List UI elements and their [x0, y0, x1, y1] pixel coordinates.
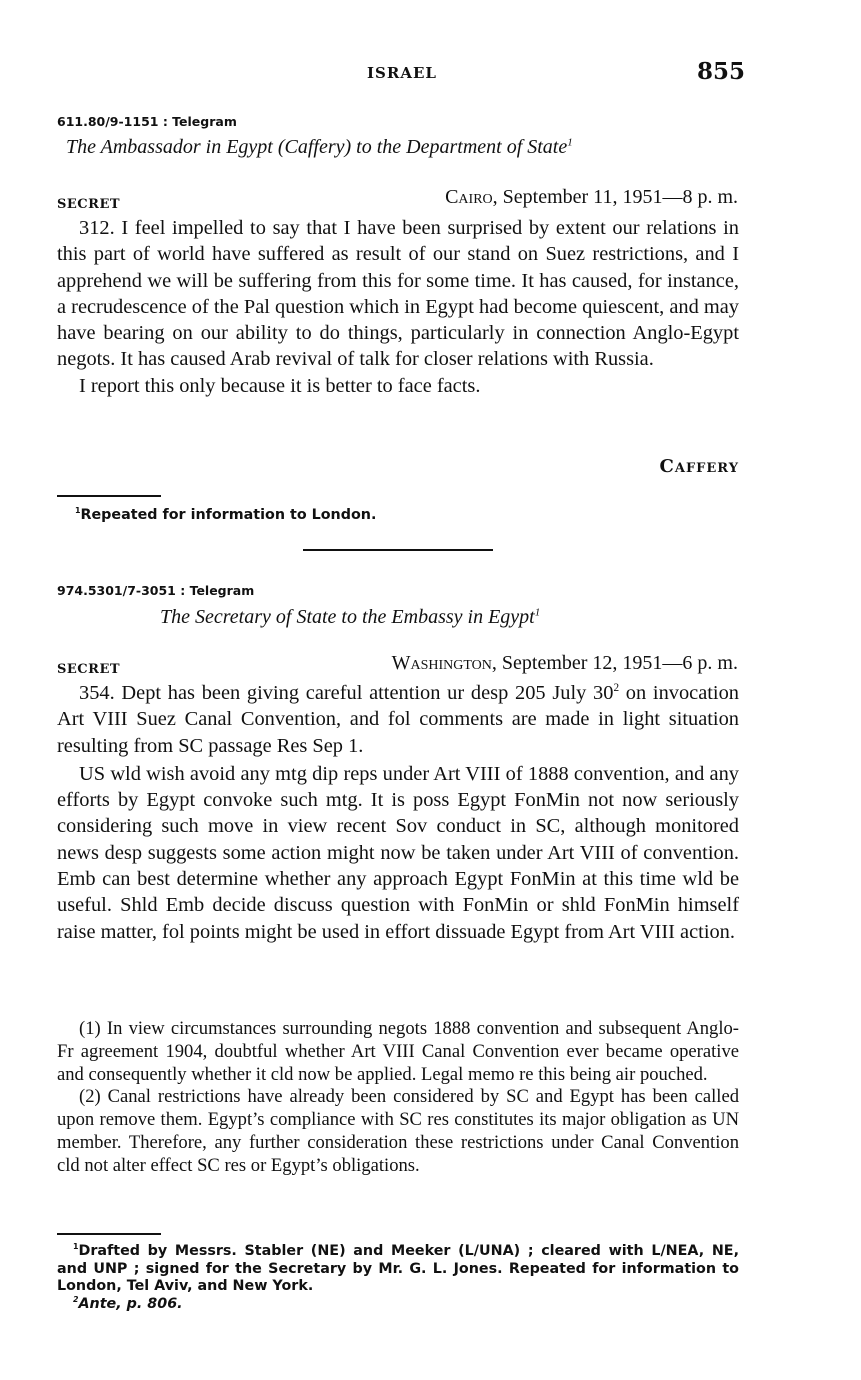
dateline-place: Cairo [445, 186, 493, 208]
classification-label: SECRET [57, 197, 121, 212]
point-item: (2) Canal restrictions have already been considered by SC and Egypt has been called upon remove them. Egypt’s compliance with SC res constitutes its major obligation as UN member. Therefore, any further consideration these restrictions under Canal Convention cld not alter effect SC res or Egypt’s obligations. [57, 1086, 739, 1176]
classification-label: SECRET [57, 662, 121, 677]
section-divider [303, 549, 493, 551]
footnote [57, 1243, 739, 1296]
footnote-text: Ante, p. 806. [78, 1295, 183, 1312]
dateline [445, 186, 738, 209]
point-item: (1) In view circumstances surrounding negots 1888 convention and subsequent Anglo-Fr agreement 1904, doubtful whether Art VIII Canal Convention ever became operative and consequently whether it cld now be applied. Legal memo re this being air pouched. [57, 1018, 739, 1085]
title-footnote-mark: 1 [567, 136, 573, 149]
paragraph: 312. I feel impelled to say that I have been surprised by extent our relations in this part of world have suffered as result of our stand on Suez restrictions, and I apprehend we will be suffering from this for some time. It has caused, for instance, a recrudescence of the Pal question which in Egypt had become quiescent, and may have bearing on our ability to do things, particularly in connection Anglo-Egypt negots. It has caused Arab revival of talk for closer relations with Russia. [57, 217, 739, 371]
paragraph: US wld wish avoid any mtg dip reps under Art VIII of 1888 convention, and any efforts by Egypt convoke such mtg. It is poss Egypt FonMin not now seriously considering such move in view recent Sov conduct in SC, although monitored news desp suggests some action might now be taken under Art VIII of convention. Emb can best determine whether any approach Egypt FonMin at this time wld be useful. Shld Emb decide discuss question with FonMin or shld FonMin himself raise matter, fol points might be used in effort dissuade Egypt from Art VIII action. [57, 762, 739, 943]
title-text: The Ambassador in Egypt (Caffery) to the Department of State [66, 136, 568, 158]
inline-footnote-mark: 2 [613, 682, 620, 695]
footnote-text: Repeated for information to London. [80, 507, 377, 523]
telegram-body [57, 680, 739, 945]
paragraph-text: 354. Dept has been giving careful attention ur desp 205 July 30 [79, 682, 614, 704]
footnote-mark: 1 [75, 506, 81, 516]
dateline-date: , September 11, 1951—8 p. m. [492, 186, 738, 208]
footnote-mark: 2 [73, 1294, 79, 1304]
dateline-date: , September 12, 1951—6 p. m. [491, 652, 738, 674]
paragraph [57, 680, 739, 759]
footnote [57, 1296, 739, 1314]
paragraph: I report this only because it is better to face facts. [79, 374, 481, 397]
title-footnote-mark: 1 [534, 606, 541, 619]
document-title [66, 136, 573, 159]
running-title: ISRAEL [367, 64, 437, 82]
file-reference: 611.80/9-1151 : Telegram [57, 114, 237, 129]
footnote-mark: 1 [73, 1242, 79, 1252]
footnote [75, 507, 376, 525]
footnote-divider [57, 495, 161, 497]
file-reference: 974.5301/7-3051 : Telegram [57, 583, 255, 598]
telegram-body [57, 215, 739, 399]
numbered-points [57, 1018, 739, 1178]
title-text: The Secretary of State to the Embassy in Egypt [160, 606, 535, 628]
footnotes [57, 1243, 739, 1313]
document-title [160, 606, 540, 629]
footnote-text: Drafted by Messrs. Stabler (NE) and Meeker (L/UNA) ; cleared with L/NEA, NE, and UNP ; signed for the Secretary by Mr. G. L. Jones. Repeated for information to London, Tel Aviv, and New York. [57, 1243, 739, 1294]
signature: Caffery [659, 456, 739, 477]
page-number: 855 [697, 58, 746, 85]
footnote-divider [57, 1233, 161, 1235]
dateline-place: Washington [391, 652, 492, 674]
paragraph-text: on invocation Art VIII Suez Canal Convention, and fol comments are made in light situation resulting from SC passage Res Sep 1. [57, 682, 739, 757]
dateline [392, 652, 738, 675]
